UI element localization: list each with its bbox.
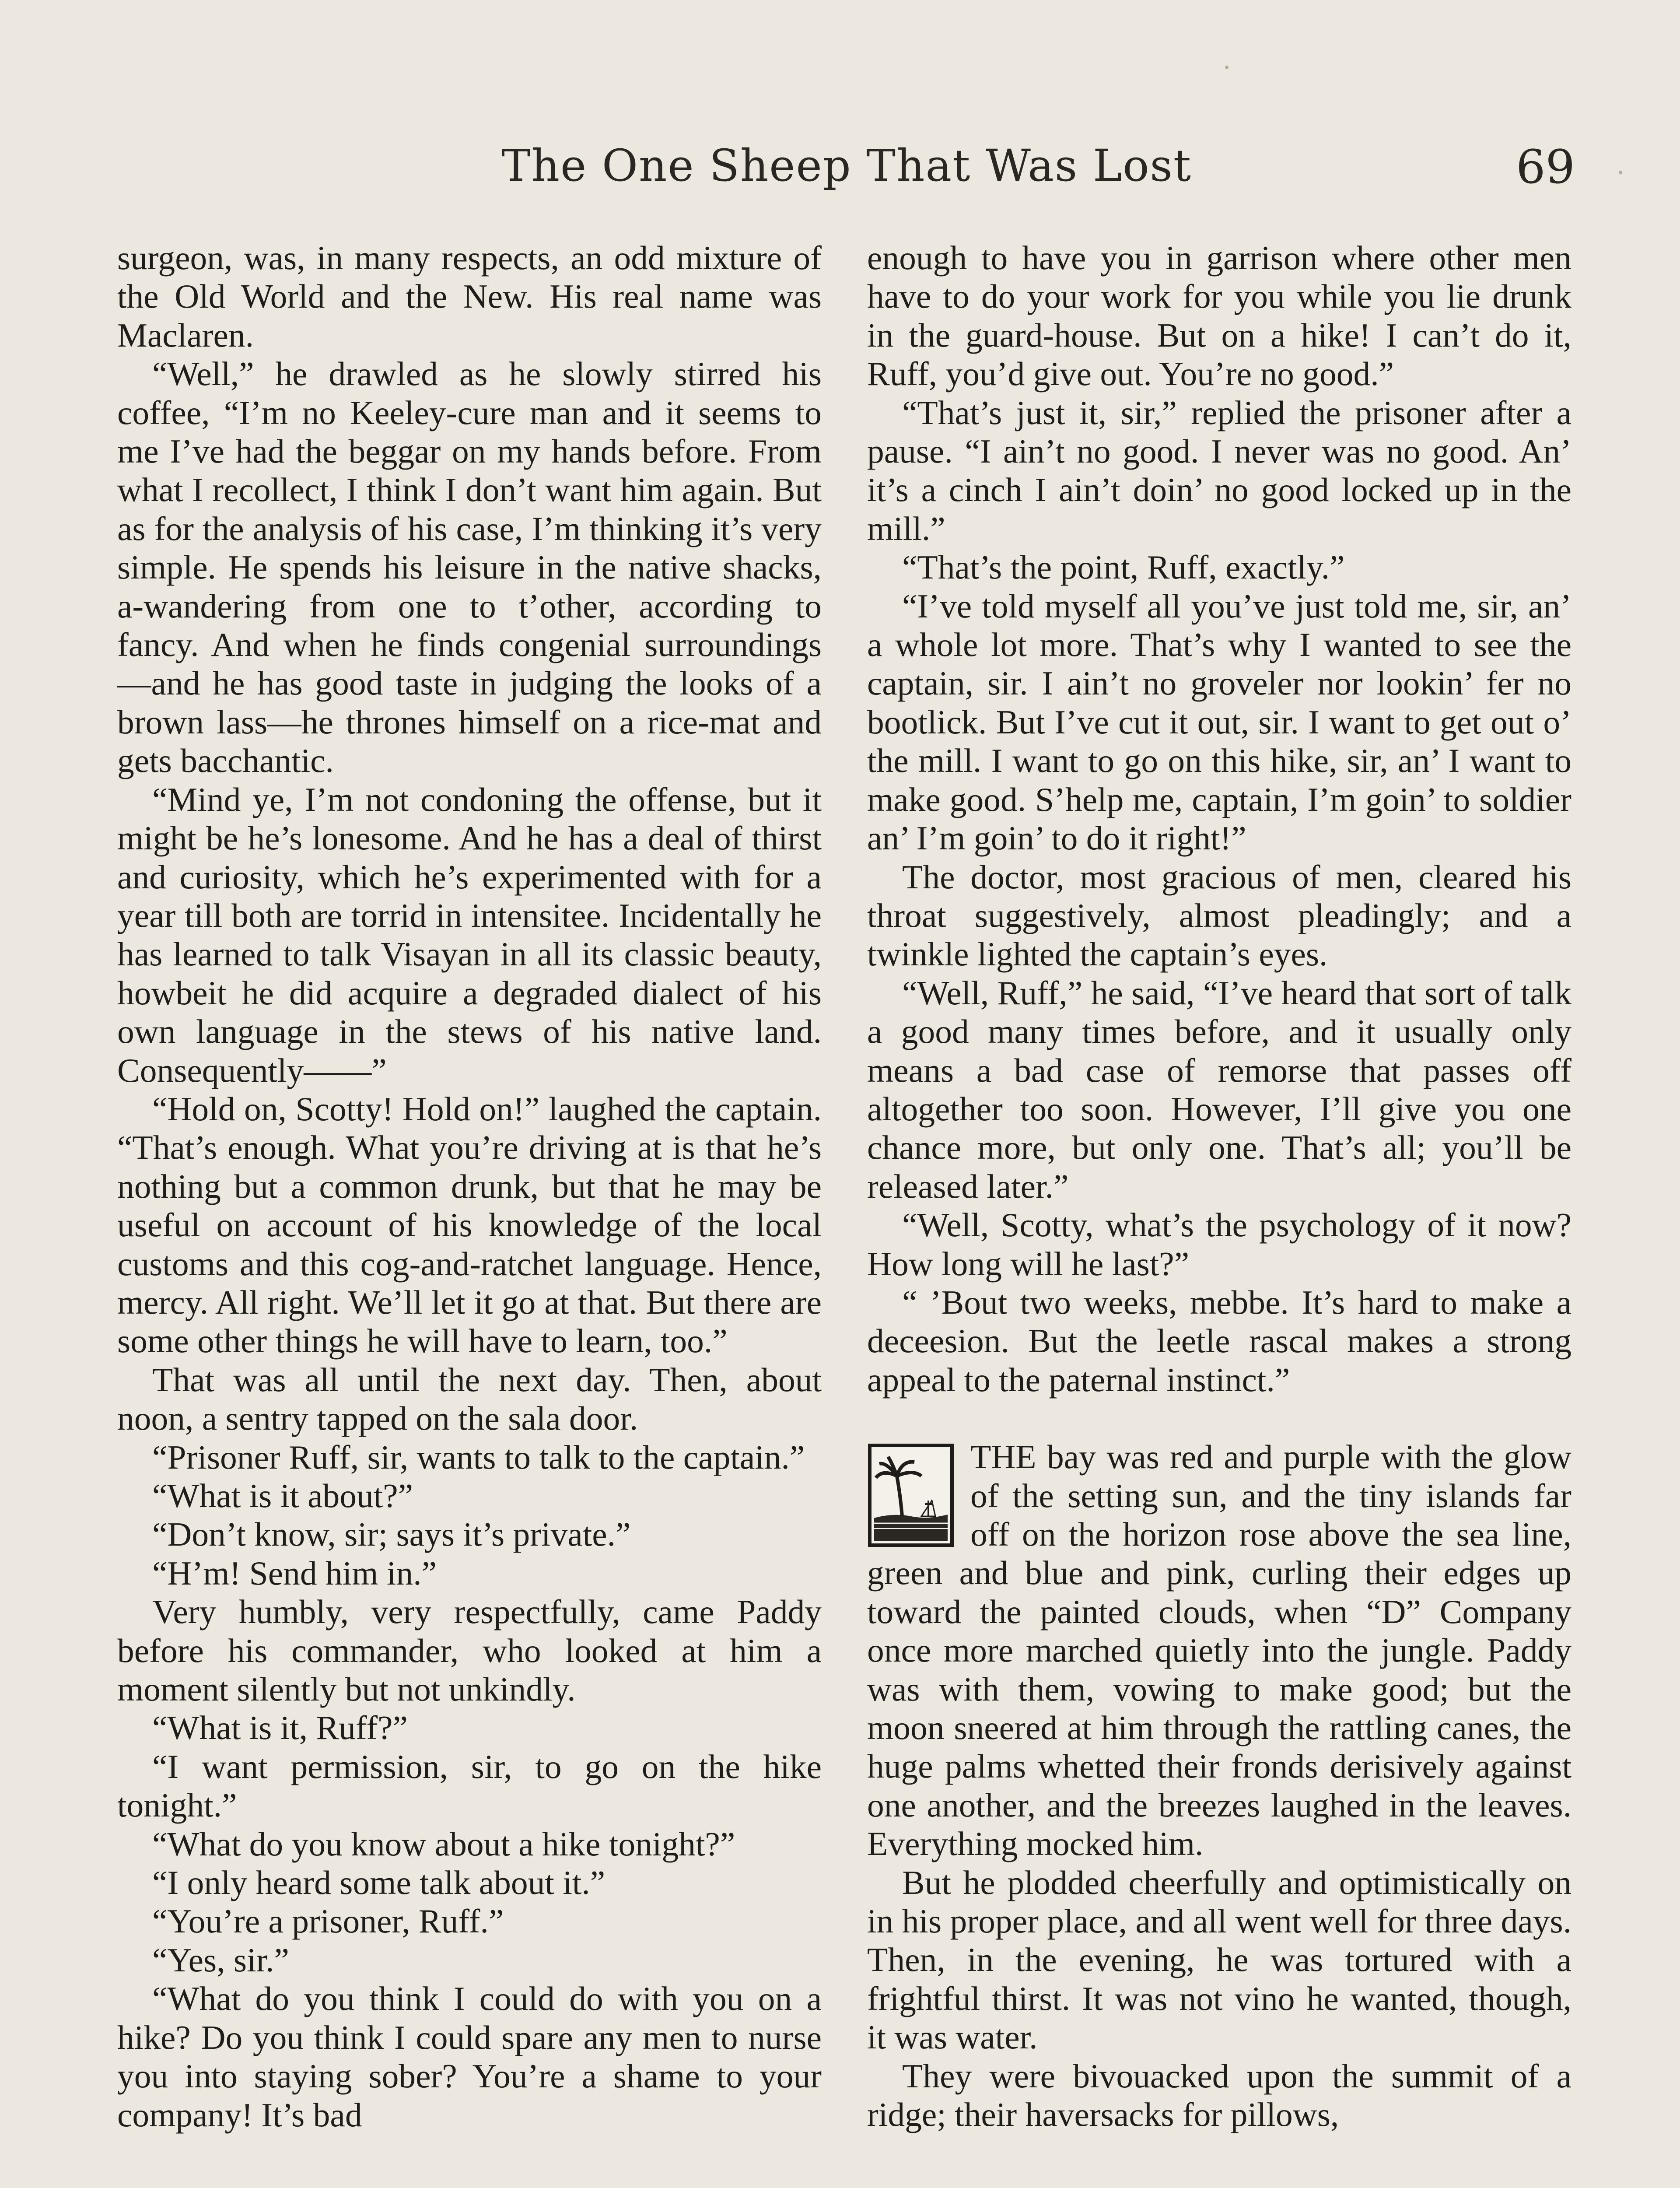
paragraph: “Don’t know, sir; says it’s private.”	[152, 1515, 631, 1553]
paragraph: “What is it, Ruff?”	[152, 1709, 408, 1747]
paragraph: “Mind ye, I’m not condoning the offense, but it might be he’s lonesome. And he has a deal of thirst and curiosity, which he’s experimented with for a year till both are torrid in intensitee. Incidentally he has learned to talk Visayan in all its classic beauty, howbeit he did acquire a degraded dialect of his own language in the stews of his native land. Consequently——”	[117, 780, 822, 1089]
paper-fleck	[1225, 66, 1228, 69]
paragraph: “I want permission, sir, to go on the hike tonight.”	[117, 1747, 822, 1824]
page-header	[118, 140, 1575, 197]
paragraph: “Well,” he drawled as he slowly stirred his coffee, “I’m no Keeley-cure man and it seems to me I’ve had the beggar on my hands before. From what I recollect, I think I don’t want him again. But as for the analysis of his case, I’m thinking it’s very simple. He spends his leisure in the native shacks, a-wandering from one to t’other, according to fancy. And when he finds congenial surroundings—and he has good taste in judging the looks of a brown lass—he thrones himself on a rice-mat and gets bacchantic.	[117, 355, 822, 780]
paragraph: “Yes, sir.”	[152, 1941, 289, 1979]
paragraph: enough to have you in garrison where other men have to do your work for you while you lie drunk in the guard-house. But on a hike! I can’t do it, Ruff, you’d give out. You’re no good.”	[867, 239, 1572, 393]
paragraph: “I’ve told myself all you’ve just told me, sir, an’ a whole lot more. That’s why I wanted to see the captain, sir. I ain’t no groveler nor lookin’ fer no bootlick. But I’ve cut it out, sir. I want to get out o’ the mill. I want to go on this hike, sir, an’ I want to make good. S’help me, captain, I’m goin’ to soldier an’ I’m goin’ to do it right!”	[867, 587, 1572, 857]
paragraph: “H’m! Send him in.”	[152, 1554, 437, 1592]
section-break	[867, 1399, 1572, 1438]
paragraph: “ ’Bout two weeks, mebbe. It’s hard to make a deceesion. But the leetle rascal makes a strong appeal to the paternal instinct.”	[867, 1283, 1572, 1399]
paragraph: That was all until the next day. Then, about noon, a sentry tapped on the sala door.	[117, 1360, 822, 1438]
paragraph: “That’s just it, sir,” replied the prisoner after a pause. “I ain’t no good. I never was no good. An’ it’s a cinch I ain’t doin’ no good locked up in the mill.”	[867, 393, 1572, 547]
paper-fleck	[1619, 171, 1622, 174]
paragraph: “Well, Ruff,” he said, “I’ve heard that sort of talk a good many times before, and it usually only means a bad case of remorse that passes off altogether too soon. However, I’ll give you one chance more, but only one. That’s all; you’ll be released later.”	[867, 974, 1572, 1205]
paragraph: “Hold on, Scotty! Hold on!” laughed the captain. “That’s enough. What you’re driving at is that he’s nothing but a common drunk, but that he may be useful on account of his knowledge of the local customs and this cog-and-ratchet language. Hence, mercy. All right. We’ll let it go at that. But there are some other things he will have to learn, too.”	[117, 1090, 822, 1360]
paragraph: “I only heard some talk about it.”	[152, 1864, 606, 1902]
paragraph: “What is it about?”	[152, 1477, 413, 1515]
page-number: 69	[1516, 140, 1575, 194]
left-column	[117, 238, 822, 2134]
paragraph: Very humbly, very respectfully, came Paddy before his commander, who looked at him a moment silently but not unkindly.	[117, 1593, 822, 1708]
paragraph: “Prisoner Ruff, sir, wants to talk to the captain.”	[152, 1438, 805, 1476]
paragraph: “That’s the point, Ruff, exactly.”	[902, 548, 1345, 586]
paragraph: “What do you know about a hike tonight?”	[152, 1825, 735, 1863]
paragraph: surgeon, was, in many respects, an odd mixture of the Old World and the New. His real name was Maclaren.	[117, 239, 822, 354]
running-title: The One Sheep That Was Lost	[501, 140, 1192, 191]
paragraph: The doctor, most gracious of men, cleared his throat suggestively, almost pleadingly; and a twinkle lighted the captain’s eyes.	[867, 858, 1572, 973]
paragraph: “You’re a prisoner, Ruff.”	[152, 1902, 504, 1940]
tropical-island-vignette-icon	[867, 1443, 955, 1548]
paragraph: “What do you think I could do with you on a hike? Do you think I could spare any men to nurse you into staying sober? You’re a shame to your company! It’s bad	[117, 1980, 822, 2134]
paragraph: They were bivouacked upon the summit of a ridge; their haversacks for pillows,	[867, 2057, 1572, 2134]
right-column	[867, 238, 1572, 2134]
paragraph: But he plodded cheerfully and optimistically on in his proper place, and all went well for three days. Then, in the evening, he was tortured with a frightful thirst. It was not vino he wanted, though, it was water.	[867, 1863, 1572, 2056]
paragraph: THE bay was red and purple with the glow of the setting sun, and the tiny islands far off on the horizon rose above the sea line, green and blue and pink, curling their edges up toward the painted clouds, when “D” Company once more marched quietly into the jungle. Paddy was with them, vowing to make good; but the moon sneered at him through the rattling canes, the huge palms whetted their fronds derisively against one another, and the breezes laughed in the leaves. Everything mocked him.	[867, 1438, 1572, 1863]
paragraph: “Well, Scotty, what’s the psychology of it now? How long will he last?”	[867, 1206, 1572, 1283]
